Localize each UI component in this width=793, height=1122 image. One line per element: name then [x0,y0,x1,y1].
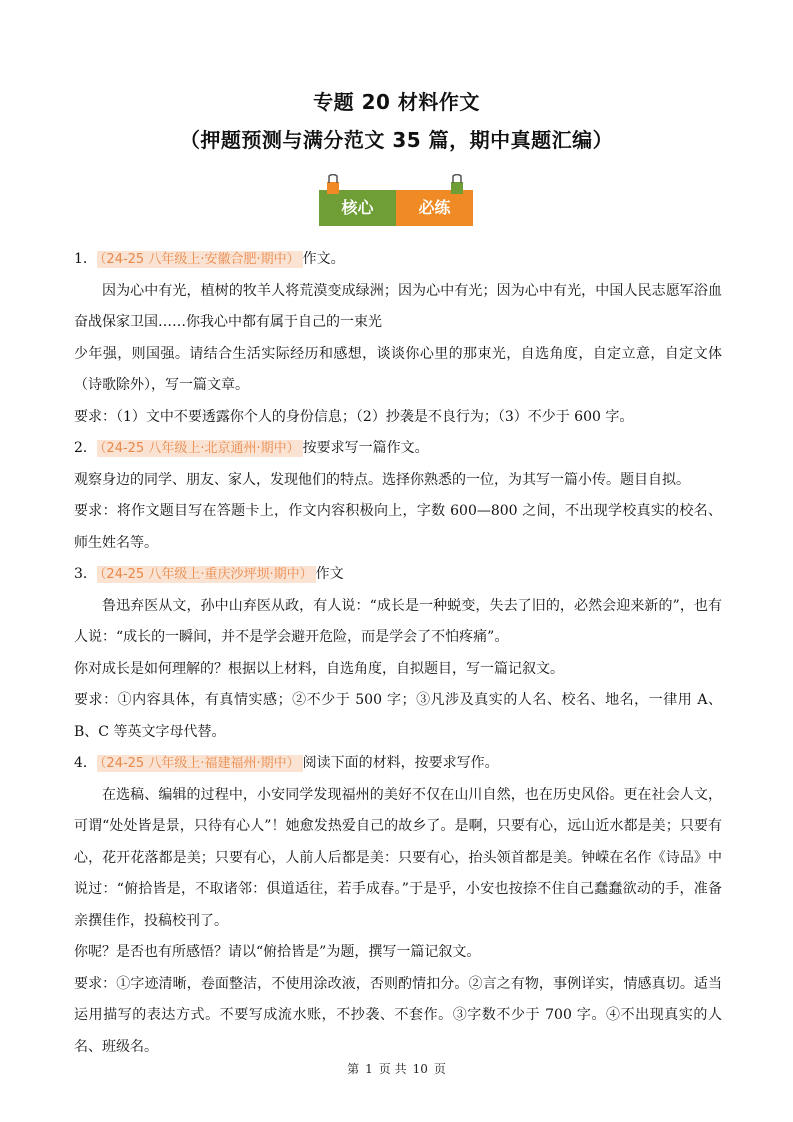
banner-left-label: 核心 [319,190,396,226]
question-list [74,244,722,1063]
source-tag: （24-25 八年级上·重庆沙坪坝·期中） [97,566,316,583]
material-paragraph: 鲁迅弃医从文，孙中山弃医从政，有人说：“成长是一种蜕变，失去了旧的，必然会迎来新的”，也有人说：“成长的一瞬间，并不是学会避开危险，而是学会了不怕疼痛”。 [74,597,722,645]
question-heading [74,748,722,780]
page-title: 专题 20 材料作文 [313,90,480,114]
question-heading [74,244,722,276]
question-heading [74,433,722,465]
footer-total-pages: 10 [412,1062,428,1076]
question-lead: 作文。 [302,251,345,267]
page-footer [0,1060,793,1077]
footer-mid: 页 共 [378,1062,407,1076]
footer-page-number: 1 [365,1062,373,1076]
instruction-paragraph: 要求：将作文题目写在答题卡上，作文内容积极向上，字数 600—800 之间，不出现学校真实的校名、师生姓名等。 [74,503,722,551]
source-tag: （24-25 八年级上·北京通州·期中） [97,440,303,457]
question-number: 4． [74,755,97,771]
core-practice-banner [319,184,473,228]
material-paragraph: 在选稿、编辑的过程中，小安同学发现福州的美好不仅在山川自然，也在历史风俗。更在社会人文，可谓“处处皆是景，只待有心人”！她愈发热爱自己的故乡了。是啊，只要有心，远山近水都是美；只要有心，花开花落都是美；只要有心，人前人后都是美：只要有心，抬头领首都是美。钟嵘在名作《诗品》中说过：“俯拾皆是，不取诸邻：俱道适往，若手成春。”于是乎，小安也按捺不住自己蠢蠢欲动的手，准备亲撰佳作，投稿校刊了。 [74,786,722,929]
question-number: 2． [74,440,97,456]
instruction-paragraph: 要求：①字迹清晰，卷面整洁，不使用涂改液，否则酌情扣分。②言之有物，事例详实，情感真切。适当运用描写的表达方式。不要写成流水账，不抄袭、不套作。③字数不少于 700 字。④不出现真实的人名、班级名。 [74,975,722,1055]
banner-right-label: 必练 [396,190,473,226]
binder-clip-icon [325,174,341,196]
question-lead: 作文 [315,566,344,582]
question-number: 3． [74,566,97,582]
binder-clip-icon [449,174,465,196]
instruction-paragraph: 观察身边的同学、朋友、家人，发现他们的特点。选择你熟悉的一位，为其写一篇小传。题目自拟。 [74,471,690,488]
instruction-paragraph: 你呢？是否也有所感悟？请以“俯拾皆是”为题，撰写一篇记叙文。 [74,944,481,960]
footer-suffix: 页 [433,1062,446,1076]
instruction-paragraph: 你对成长是如何理解的？根据以上材料，自选角度，自拟题目，写一篇记叙文。 [74,660,564,677]
question-heading [74,559,722,591]
question-number: 1． [74,251,97,267]
material-paragraph: 因为心中有光，植树的牧羊人将荒漠变成绿洲；因为心中有光；因为心中有光，中国人民志愿军浴血奋战保家卫国……你我心中都有属于自己的一束光 [74,282,722,330]
instruction-paragraph: 要求：①内容具体，有真情实感；②不少于 500 字；③凡涉及真实的人名、校名、地名，一律用 A、B、C 等英文字母代替。 [74,692,722,740]
page-subtitle: （押题预测与满分范文 35 篇，期中真题汇编） [179,128,614,152]
source-tag: （24-25 八年级上·福建福州·期中） [97,755,303,772]
question-lead: 按要求写一篇作文。 [302,440,429,456]
instruction-paragraph: 少年强，则国强。请结合生活实际经历和感想，谈谈你心里的那束光，自选角度，自定立意，自定文体（诗歌除外），写一篇文章。 [74,345,722,393]
question-lead: 阅读下面的材料，按要求写作。 [302,755,499,771]
source-tag: （24-25 八年级上·安徽合肥·期中） [97,251,303,268]
instruction-paragraph: 要求：（1）文中不要透露你个人的身份信息；（2）抄袭是不良行为；（3）不少于 600 字。 [74,408,634,425]
footer-prefix: 第 [347,1062,360,1076]
